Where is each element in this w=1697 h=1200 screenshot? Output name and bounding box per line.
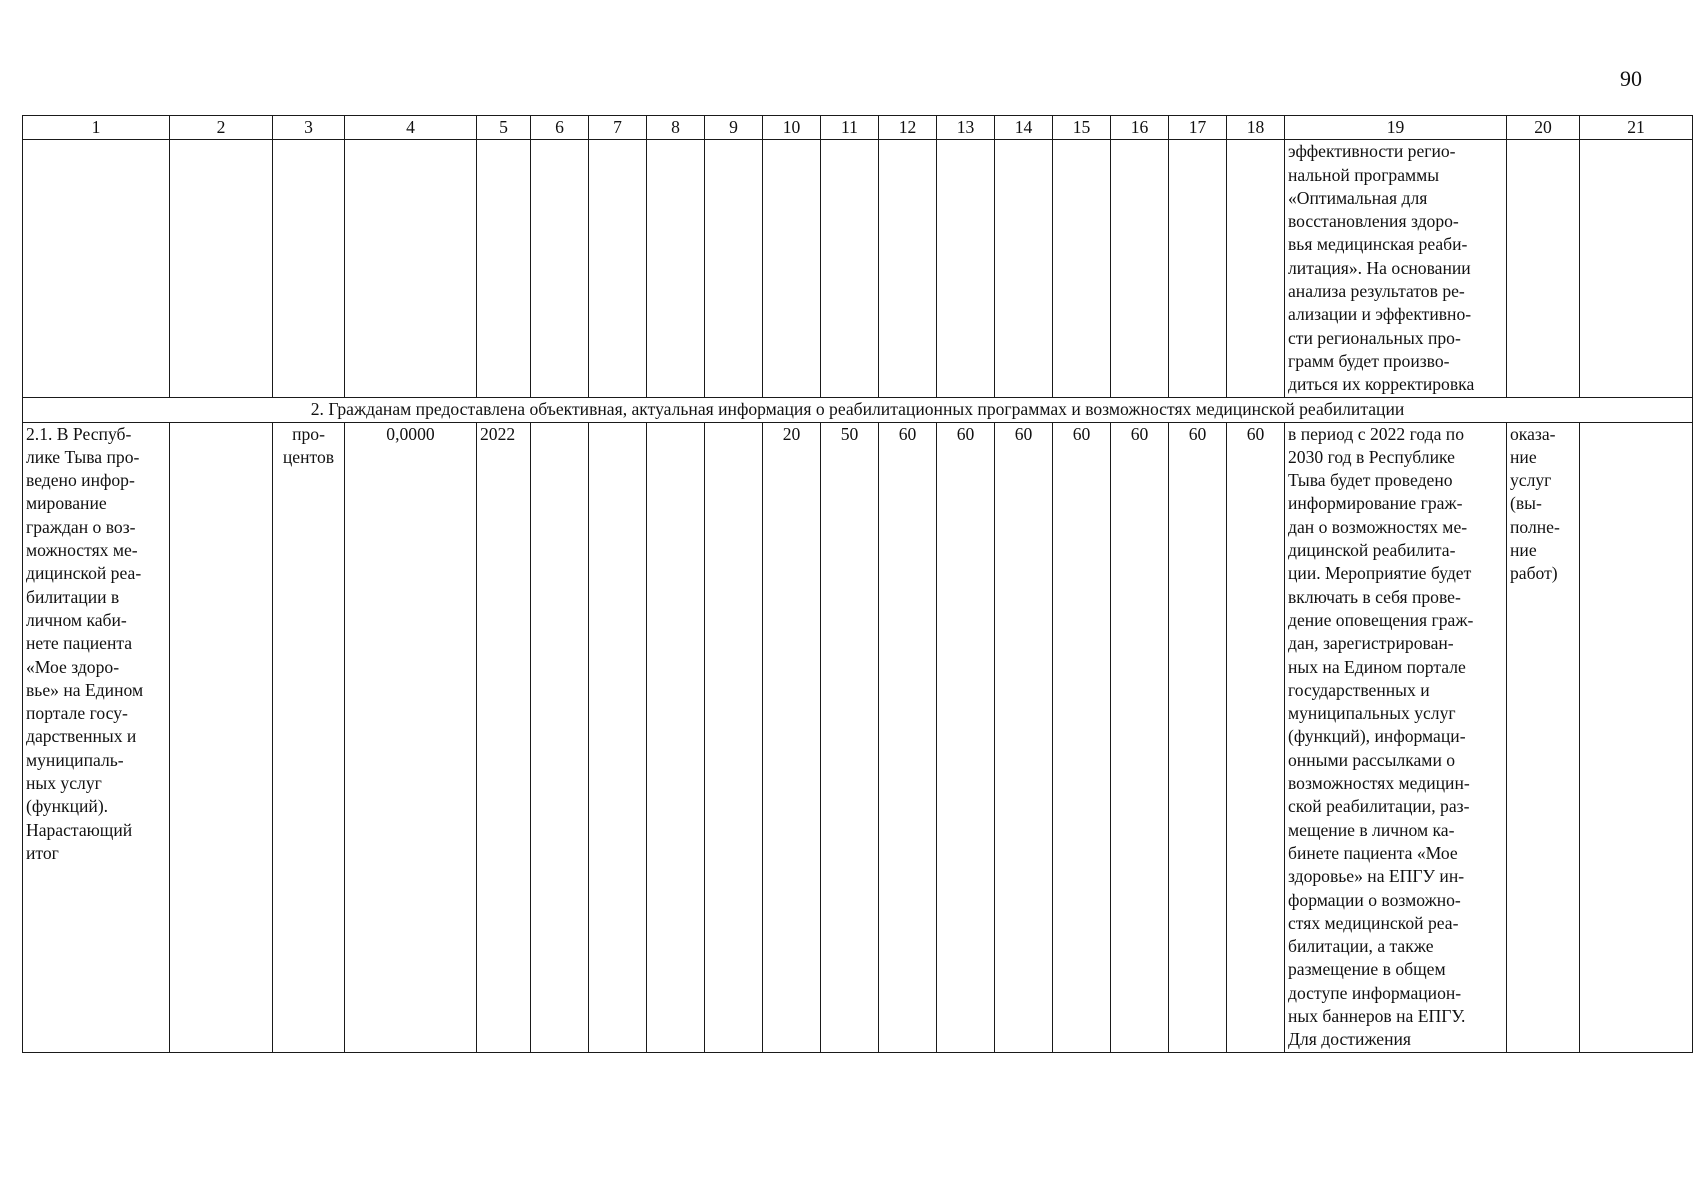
header-cell: 9 <box>705 116 763 140</box>
value-cell: 50 <box>821 422 879 1052</box>
page-number: 90 <box>1620 66 1642 91</box>
indicator-unit: про- центов <box>273 422 345 1052</box>
empty-cell <box>345 140 477 398</box>
value-cell: 60 <box>1111 422 1169 1052</box>
empty-cell <box>170 140 273 398</box>
empty-cell <box>273 140 345 398</box>
header-row <box>23 116 1693 140</box>
header-cell: 21 <box>1580 116 1693 140</box>
header-cell: 7 <box>589 116 647 140</box>
empty-cell <box>937 140 995 398</box>
header-cell: 14 <box>995 116 1053 140</box>
value-cell: 60 <box>1169 422 1227 1052</box>
header-cell: 5 <box>477 116 531 140</box>
value-cell: 60 <box>1227 422 1285 1052</box>
value-cell: 60 <box>879 422 937 1052</box>
empty-cell <box>1227 140 1285 398</box>
header-cell: 15 <box>1053 116 1111 140</box>
empty-cell <box>1580 140 1693 398</box>
empty-cell <box>879 140 937 398</box>
value-cell: 20 <box>763 422 821 1052</box>
indicators-table <box>22 115 1693 1053</box>
empty-cell <box>170 422 273 1052</box>
indicator-row <box>23 422 1693 1052</box>
header-cell: 12 <box>879 116 937 140</box>
header-cell: 11 <box>821 116 879 140</box>
header-cell: 20 <box>1507 116 1580 140</box>
indicator-base-year: 2022 <box>477 422 531 1052</box>
value-cell: 60 <box>937 422 995 1052</box>
value-cell: 60 <box>995 422 1053 1052</box>
header-cell: 16 <box>1111 116 1169 140</box>
indicator-type: оказа- ние услуг (вы- полне- ние работ) <box>1507 422 1580 1052</box>
indicator-description: в период с 2022 года по 2030 год в Республике Тыва будет проведено информирование граж- дан о возможностях ме- дицинской реабилита- ции. Мероприятие будет включать в себя прове- дение оповещения граж- дан, зарегистрирован- ных на Едином портале государственных и муниципальных услуг (функций), информаци- онными рассылками о возможностях медицин- ской реабилитации, раз- мещение в личном ка- бинете пациента «Мое здоровье» на ЕПГУ ин- формации о возможно- стях медицинской реа- билитации, а также размещение в общем доступе информацион- ных баннеров на ЕПГУ. Для достижения <box>1285 422 1507 1052</box>
section-row <box>23 398 1693 422</box>
empty-cell <box>589 422 647 1052</box>
header-cell: 8 <box>647 116 705 140</box>
indicator-base-value: 0,0000 <box>345 422 477 1052</box>
empty-cell <box>1053 140 1111 398</box>
empty-cell <box>821 140 879 398</box>
empty-cell <box>705 422 763 1052</box>
empty-cell <box>705 140 763 398</box>
empty-cell <box>589 140 647 398</box>
empty-cell <box>1580 422 1693 1052</box>
value-cell: 60 <box>1053 422 1111 1052</box>
header-cell: 1 <box>23 116 170 140</box>
header-cell: 4 <box>345 116 477 140</box>
empty-cell <box>531 422 589 1052</box>
continuation-description: эффективности регио- нальной программы «Оптимальная для восстановления здоро- вья медицинская реаби- литация». На основании анализа результатов ре- ализации и эффективно- сти региональных про- грамм будет произво- диться их корректировка <box>1285 140 1507 398</box>
header-cell: 2 <box>170 116 273 140</box>
empty-cell <box>1169 140 1227 398</box>
header-cell: 10 <box>763 116 821 140</box>
empty-cell <box>531 140 589 398</box>
header-cell: 17 <box>1169 116 1227 140</box>
empty-cell <box>1507 140 1580 398</box>
section-heading: 2. Гражданам предоставлена объективная, актуальная информация о реабилитационных программах и возможностях медицинской реабилитации <box>23 398 1693 422</box>
header-cell: 6 <box>531 116 589 140</box>
indicator-name: 2.1. В Респуб- лике Тыва про- ведено инфор- мирование граждан о воз- можностях ме- дицинской реа- билитации в личном каби- нете пациента «Мое здоро- вье» на Едином портале госу- дарственных и муниципаль- ных услуг (функций). Нарастающий итог <box>23 422 170 1052</box>
header-cell: 19 <box>1285 116 1507 140</box>
empty-cell <box>477 140 531 398</box>
header-cell: 13 <box>937 116 995 140</box>
empty-cell <box>23 140 170 398</box>
empty-cell <box>647 422 705 1052</box>
header-cell: 18 <box>1227 116 1285 140</box>
empty-cell <box>647 140 705 398</box>
continuation-row <box>23 140 1693 398</box>
empty-cell <box>995 140 1053 398</box>
empty-cell <box>1111 140 1169 398</box>
header-cell: 3 <box>273 116 345 140</box>
empty-cell <box>763 140 821 398</box>
